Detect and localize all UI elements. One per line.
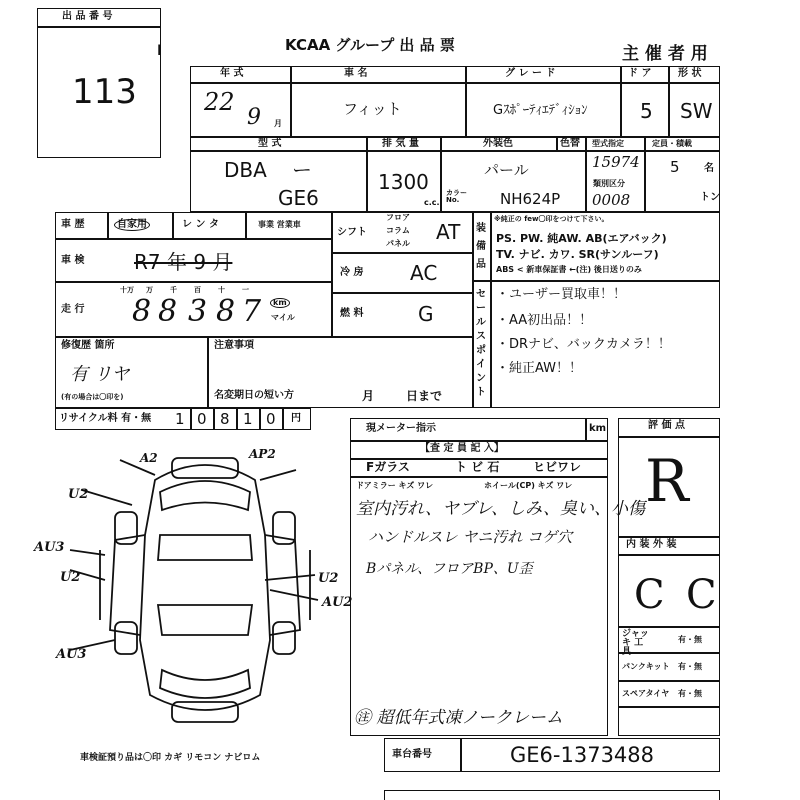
ac-value: AC — [410, 261, 438, 285]
inspection-note-1: 室内汚れ、ヤブレ、しみ、臭い、小傷 — [356, 499, 645, 519]
ac-label: 冷 房 — [340, 267, 364, 278]
name-change-day: 日まで — [406, 389, 443, 403]
repair-note: (有の場合は〇印を) — [61, 393, 124, 401]
deposit-note: 車検証預り品は〇印 カギ リモコン ナビロム — [80, 753, 261, 763]
katashiki-model: GE6 — [278, 186, 319, 210]
meter-label: 現メーター指示 — [366, 423, 436, 434]
history-rental: レ ン タ — [182, 219, 219, 230]
name-change-month: 月 — [362, 389, 375, 403]
katashiki-dash: ー — [292, 158, 312, 182]
shape-label: 形 状 — [678, 68, 702, 79]
mark-a2: A2 — [140, 451, 158, 465]
sheet-title: KCAA グループ 出 品 票 — [285, 36, 455, 54]
car-damage-diagram — [60, 440, 353, 740]
shaken-value: R7 年 9 月 — [134, 250, 233, 274]
lower-box — [384, 790, 720, 800]
sales-point-4: ・純正AW！！ — [496, 361, 583, 376]
exterior-label: 外装色 — [483, 138, 513, 149]
mark-au2-right: AU2 — [322, 595, 353, 610]
equipment-label: 装備品 — [476, 223, 486, 270]
mark-u2-top: U2 — [68, 487, 89, 502]
interior-grade: C — [634, 572, 665, 618]
mark-u2-left: U2 — [60, 570, 81, 585]
ton-unit: トン — [700, 192, 720, 203]
katashiki-prefix: DBA — [224, 158, 267, 182]
model-year-value: 22 — [204, 88, 235, 116]
jack-yesno: 有・無 — [678, 635, 702, 644]
spare-yesno: 有・無 — [678, 689, 702, 698]
grade-label: 評 価 点 — [648, 420, 685, 431]
displacement-label: 排 気 量 — [382, 138, 419, 149]
capacity-label: 定員・積載 — [652, 139, 692, 148]
sales-point-2: ・AA初出品！！ — [496, 313, 593, 328]
sales-point-label: セールスポイント — [476, 289, 486, 398]
mileage-digits: 十万 万 千 百 十 一 8 8 3 8 7 — [120, 286, 262, 329]
mileage-km: km — [270, 298, 290, 308]
color-swap-label: 色替 — [560, 138, 580, 149]
name-change-label: 名変期日の短い方 — [214, 390, 294, 401]
sales-point-1: ・ユーザー買取車！！ — [496, 287, 627, 302]
mark-u2-right: U2 — [318, 571, 339, 586]
sales-point-3: ・DRナビ、バックカメラ！！ — [496, 337, 671, 352]
exterior-grade: C — [686, 572, 717, 618]
history-private: 自家用 — [114, 219, 150, 231]
equipment-line-2: TV. ナビ. カワ. SR(サンルーフ) — [496, 248, 659, 261]
mileage-label: 走 行 — [61, 304, 85, 315]
recycle-digits: 1 0 8 1 0 円 — [175, 410, 301, 428]
inspection-footer: ㊟ 超低年式凍ノークレーム — [354, 708, 563, 728]
color-no-label: カラーNo. — [446, 189, 467, 204]
mirror-label: ドアミラー キズ ワレ — [356, 481, 434, 490]
lot-label: 出 品 番 号 — [62, 11, 113, 22]
organizer-use-label: 主 催 者 用 — [622, 44, 708, 64]
shift-value: AT — [436, 220, 461, 244]
car-name-label: 車 名 — [344, 68, 368, 79]
shape-value: SW — [680, 99, 713, 123]
spare-label: スペアタイヤ — [622, 689, 670, 698]
model-year-label: 年 式 — [220, 68, 244, 79]
katashiki-label: 型 式 — [258, 138, 282, 149]
grade-value: Gｽﾎﾟｰﾃｨｴﾃﾞｨｼｮﾝ — [493, 103, 588, 118]
equipment-line-1: PS. PW. 純AW. AB(エアバック) — [496, 232, 667, 245]
exterior-value: パール — [484, 161, 529, 179]
shaken-label: 車 検 — [61, 255, 85, 266]
type-cert-value: 15974 — [592, 153, 640, 171]
notes-label: 注意事項 — [214, 340, 254, 351]
inspection-note-3: Bパネル、フロアBP、U歪 — [366, 561, 533, 577]
car-name-value: フィット — [343, 100, 402, 118]
meter-km: km — [589, 423, 607, 434]
chassis-number: GE6-1373488 — [510, 743, 655, 767]
equipment-line-3: ABS < 新車保証書 ←(注) 後日送りのみ — [496, 265, 642, 274]
hibi-label: ヒビワレ — [533, 460, 582, 474]
month-value: 9 — [247, 105, 261, 130]
tobi-label: ト ビ 石 — [455, 460, 500, 474]
shift-options: フロア コラム パネル — [386, 213, 410, 248]
mark-au3-left: AU3 — [34, 540, 65, 555]
mileage-mile: マイル — [271, 313, 295, 322]
cc-unit: c.c. — [424, 198, 440, 207]
repair-label: 修復歴 箇所 — [61, 340, 115, 351]
jack-label: ジャッキ 工 具 — [622, 629, 649, 657]
class-label: 類別区分 — [593, 179, 625, 188]
mark-ap2: AP2 — [249, 447, 276, 461]
chassis-label: 車台番号 — [392, 749, 432, 760]
int-ext-label: 内 装 外 装 — [626, 539, 677, 550]
type-cert-label: 型式指定 — [592, 139, 624, 148]
puncture-yesno: 有・無 — [678, 662, 702, 671]
seats-value: 5 — [670, 158, 680, 176]
repair-value: 有 リヤ — [70, 364, 130, 385]
doors-label: ド ア — [628, 68, 652, 79]
shift-label: シフト — [337, 227, 367, 238]
color-no-value: NH624P — [500, 190, 561, 208]
displacement-value: 1300 — [378, 170, 429, 194]
auction-sheet: 出 品 番 号 113 Ⅰ KCAA グループ 出 品 票 主 催 者 用 年 式 車 名 グ レ ー ド ド ア 形 状 22 9 月 フィット Gｽﾎﾟｰﾃｨｴﾃﾞｨｼｮﾝ 5 SW 型 式 排 気 量 外装色 色替 型式指定 定員・積載 DBA ー GE6 1300 c.c. パール カラーNo. NH624P 15974 類別区分 0008 5 名 トン 車 歴 自家用 レ ン タ 事業 営業車 車 検 R7 年 9 月 走 行 十万 万 千 百 十 一 8 8 3 8 7 km マイル 修復歴 箇所 有 リヤ (有の場合は〇印を) 注意事項 名変期日の短い方 月 日まで シフト フロア コラム パネル AT 冷 房 AC 燃 料 G 装備品 ※純正の few〇印をつけて下さい。 PS. PW. 純AW. AB(エアバック) TV. ナビ. カワ. SR(サンルーフ) ABS < 新車保証書 ←(注) 後日送りのみ セールスポイント ・ユーザー買取車！！ ・AA初出品！！ ・DRナビ、バックカメラ！！ ・純正AW！！ リサイクル料 有・無 1 0 8 1 0 円 A2 AP2 U2 AU3 U2 U2 AU2 AU3 現メーター指示 km 【査 定 員 記 入】 Fガラス ト ビ 石 ヒビワレ ドアミラー キズ ワレ ホイール(CP) キズ ワレ 室内汚れ、ヤブレ、しみ、臭い、小傷 ハンドルスレ ヤニ汚れ コゲ穴 Bパネル、フロアBP、U歪 ㊟ 超低年式凍ノークレーム 評 価 点 R 内 装 外 装 C C ジャッキ 工 具 有・無 パンクキット 有・無 スペアタイヤ 有・無 車検証預り品は〇印 カギ リモコン ナビロム 車台番号 GE6-1373488 — [0, 0, 800, 800]
inspector-label: 【査 定 員 記 入】 — [420, 443, 504, 454]
doors-value: 5 — [640, 99, 653, 123]
class-value: 0008 — [592, 191, 631, 209]
grade-score: R — [645, 447, 689, 515]
equipment-note: ※純正の few〇印をつけて下さい。 — [494, 215, 609, 223]
seats-unit: 名 — [704, 163, 714, 174]
inspection-note-2: ハンドルスレ ヤニ汚れ コゲ穴 — [368, 528, 573, 546]
month-unit: 月 — [274, 119, 282, 128]
grade-label: グ レ ー ド — [505, 68, 556, 79]
mark-au3-bottom: AU3 — [56, 647, 87, 662]
history-business: 事業 営業車 — [258, 220, 301, 229]
wheel-label: ホイール(CP) キズ ワレ — [484, 481, 573, 490]
fglass-label: Fガラス — [366, 460, 410, 474]
puncture-label: パンクキット — [622, 662, 670, 671]
fuel-value: G — [418, 302, 434, 326]
lot-number: 113 — [72, 72, 137, 112]
recycle-label: リサイクル料 有・無 — [59, 413, 152, 424]
fuel-label: 燃 料 — [340, 308, 364, 319]
history-label: 車 歴 — [61, 219, 85, 230]
